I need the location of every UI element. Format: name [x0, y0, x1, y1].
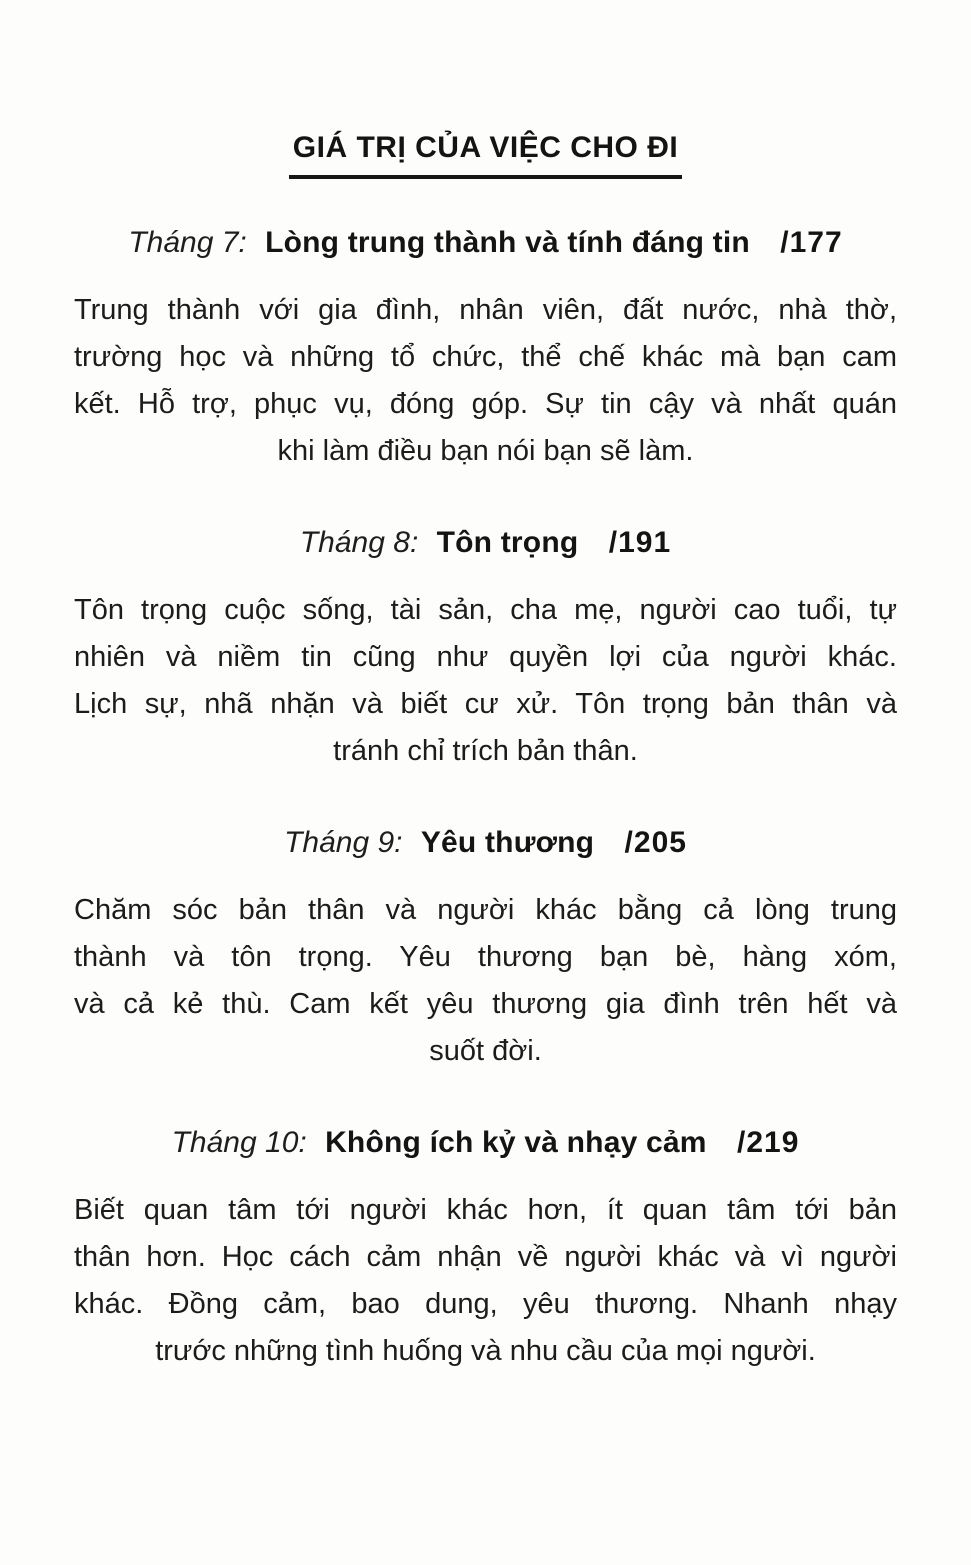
body-line: khi làm điều bạn nói bạn sẽ làm. [277, 435, 694, 467]
section-page-number: /205 [624, 826, 687, 859]
body-line: Chăm sóc bản thân và người khác bằng cả lòng trung [74, 894, 897, 926]
section-body [74, 587, 897, 775]
body-line: nhiên và niềm tin cũng như quyền lợi của người khác. [74, 641, 897, 673]
body-line: trường học và những tổ chức, thể chế khác mà bạn cam [74, 341, 897, 373]
section-heading [74, 525, 897, 561]
body-line: thành và tôn trọng. Yêu thương bạn bè, hàng xóm, [74, 941, 897, 973]
body-line: Trung thành với gia đình, nhân viên, đất nước, nhà thờ, [74, 294, 897, 326]
section-title: Không ích kỷ và nhạy cảm [325, 1126, 707, 1159]
section-page-number: /191 [608, 526, 672, 559]
section-title: Yêu thương [420, 826, 595, 859]
body-line: thân hơn. Học cách cảm nhận về người khác và vì người [74, 1241, 897, 1273]
toc-section-thang-10 [74, 1125, 897, 1375]
section-heading [74, 825, 897, 861]
month-label: Tháng 8: [299, 526, 419, 559]
section-heading [74, 1125, 897, 1161]
body-line: suốt đời. [429, 1035, 542, 1067]
section-page-number: /219 [737, 1126, 800, 1159]
month-label: Tháng 9: [284, 826, 403, 859]
section-body [74, 287, 897, 475]
toc-section-thang-7 [74, 225, 897, 475]
toc-section-thang-8 [74, 525, 897, 775]
section-heading [74, 225, 897, 261]
section-body [74, 887, 897, 1075]
toc-section-thang-9 [74, 825, 897, 1075]
section-title: Lòng trung thành và tính đáng tin [265, 226, 750, 259]
month-label: Tháng 7: [128, 226, 247, 259]
section-title: Tôn trọng [436, 526, 579, 559]
body-line: Lịch sự, nhã nhặn và biết cư xử. Tôn trọng bản thân và [74, 688, 897, 720]
body-line: trước những tình huống và nhu cầu của mọi người. [155, 1335, 816, 1367]
body-line: khác. Đồng cảm, bao dung, yêu thương. Nhanh nhạy [74, 1288, 897, 1320]
month-label: Tháng 10: [171, 1126, 307, 1159]
title-block [74, 130, 897, 179]
body-line: kết. Hỗ trợ, phục vụ, đóng góp. Sự tin cậy và nhất quán [74, 388, 897, 420]
section-page-number: /177 [780, 226, 843, 259]
body-line: và cả kẻ thù. Cam kết yêu thương gia đình trên hết và [74, 988, 897, 1020]
body-line: tránh chỉ trích bản thân. [333, 735, 638, 767]
section-body [74, 1187, 897, 1375]
page-title: GIÁ TRỊ CỦA VIỆC CHO ĐI [289, 130, 682, 179]
body-line: Tôn trọng cuộc sống, tài sản, cha mẹ, người cao tuổi, tự [74, 594, 897, 626]
body-line: Biết quan tâm tới người khác hơn, ít quan tâm tới bản [74, 1194, 897, 1226]
